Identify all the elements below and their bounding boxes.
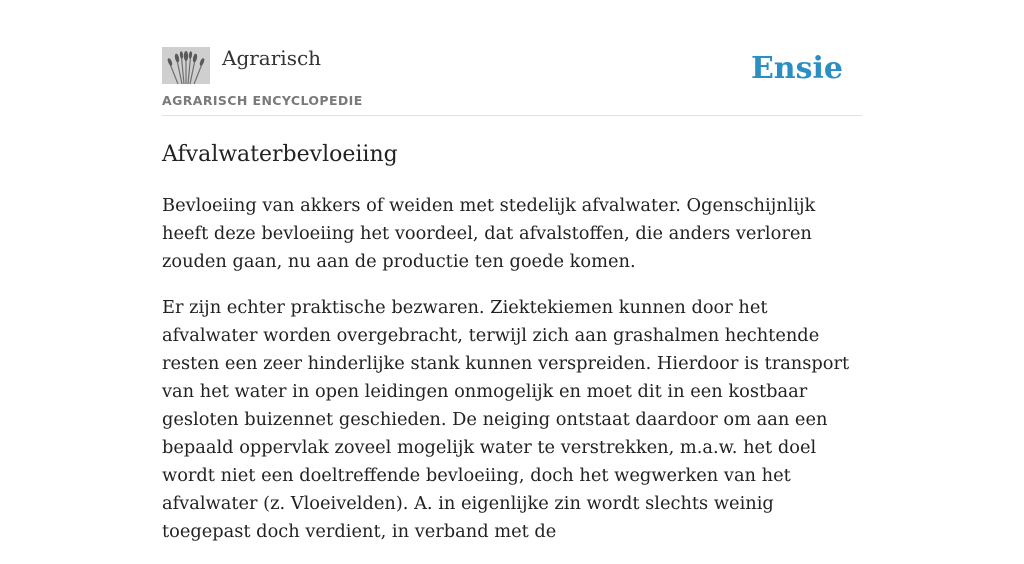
source-avatar[interactable] [162,47,210,84]
wheat-sheaf-icon [162,47,210,84]
entry-paragraph: Er zijn echter praktische bezwaren. Ziektekiemen kunnen door het afvalwater worden overgebracht, terwijl zich aan grashalmen hechtende resten een zeer hinderlijke stank kunnen verspreiden. Hierdoor is transport van het water in open leidingen onmogelijk en moet dit in een kostbaar gesloten buizennet geschieden. De neiging ontstaat daardoor om aan een bepaald oppervlak zoveel mogelijk water te verstrekken, m.a.w. het doel wordt niet een doeltreffende bevloeiing, doch het wegwerken van het afvalwater (z. Vloeivelden). A. in eigenlijke zin wordt slechts weinig toegepast doch verdient, in verband met de [162,297,850,542]
ensie-logo-link[interactable]: Ensie [750,51,843,86]
entry-title: Afvalwaterbevloeiing [162,142,398,167]
header-divider [162,115,862,116]
source-name-link[interactable]: Agrarisch [222,46,322,70]
entry-paragraph: Bevloeiing van akkers of weiden met stedelijk afvalwater. Ogenschijnlijk heeft deze bevloeiing het voordeel, dat afvalstoffen, die anders verloren zouden gaan, nu aan de productie ten goede komen. [162,195,816,272]
entry-header [162,44,862,116]
entry-body [162,192,862,564]
source-subtitle: AGRARISCH ENCYCLOPEDIE [162,93,363,108]
